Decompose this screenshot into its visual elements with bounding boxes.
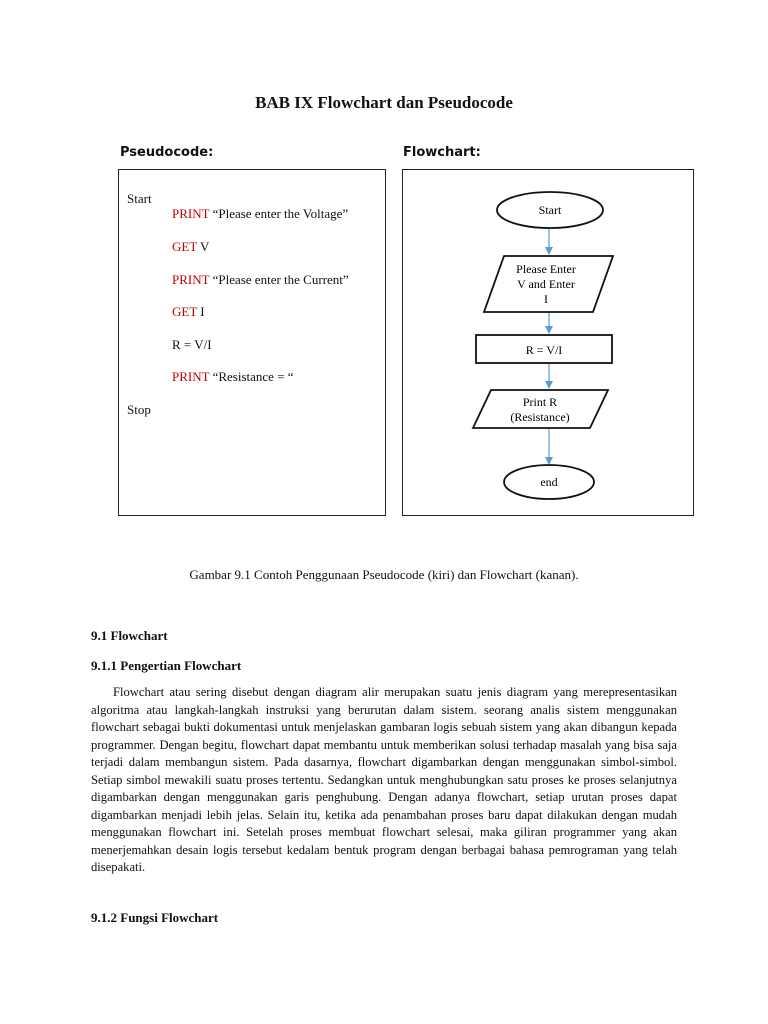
body-paragraph: Flowchart atau sering disebut dengan diagram alir merupakan suatu jenis diagram yang merepresentasikan algoritma atau langkah-langkah instruksi yang berurutan dalam sistem. seorang analis sistem menggunakan flowchart sebagai bukti dokumentasi untuk menjelaskan gambaran logis sebuah sistem yang akan dibangun kepada programmer. Dengan begitu, flowchart dapat membantu untuk memberikan solusi terhadap masalah yang bisa saja terjadi dalam membangun sistem. Pada dasarnya, flowchart digambarkan dengan menggunakan simbol-simbol. Setiap simbol mewakili suatu proses tertentu. Sedangkan untuk menghubungkan satu proses ke proses selanjutnya digambarkan dengan menggunakan garis penghubung. Dengan adanya flowchart, setiap urutan proses dapat digambarkan menjadi lebih jelas. Selain itu, ketika ada penambahan proses baru dapat dilakukan dengan mudah menggunakan flowchart ini. Setelah proses membuat flowchart selesai, maka giliran programmer yang akan menerjemahkan desain logis tersebut kedalam bentuk program dengan berbagai bahasa pemrograman yang telah disepakati. xyxy=(91,685,677,874)
flowchart-output-line: (Resistance) xyxy=(510,410,570,424)
pseudocode-keyword: GET xyxy=(172,239,198,254)
pseudocode-text: “Resistance = “ xyxy=(209,369,294,384)
section-heading-9-1: 9.1 Flowchart xyxy=(91,628,168,643)
pseudocode-text: “Please enter the Voltage” xyxy=(209,206,349,221)
flowchart-process-label: R = V/I xyxy=(525,343,563,357)
flowchart-end-label: end xyxy=(540,475,558,489)
section-heading-9-1-1: 9.1.1 Pengertian Flowchart xyxy=(91,658,242,673)
pseudocode-text: I xyxy=(197,304,205,319)
pseudocode-line xyxy=(172,369,294,385)
pseudocode-line xyxy=(172,304,205,320)
flowchart-diagram xyxy=(403,170,693,515)
section-heading-9-1-2: 9.1.2 Fungsi Flowchart xyxy=(91,910,219,925)
flowchart-label: Flowchart: xyxy=(403,145,481,160)
page-title: BAB IX Flowchart dan Pseudocode xyxy=(255,93,513,112)
flowchart-input-line: V and Enter xyxy=(517,277,575,291)
flowchart-output-line: Print R xyxy=(522,395,558,409)
pseudocode-text: V xyxy=(197,239,210,254)
pseudocode-line xyxy=(172,239,209,255)
figure-caption: Gambar 9.1 Contoh Penggunaan Pseudocode (kiri) dan Flowchart (kanan). xyxy=(189,567,579,582)
flowchart-input-line: I xyxy=(544,292,548,306)
pseudocode-keyword: PRINT xyxy=(172,206,210,221)
pseudocode-text: “Please enter the Current” xyxy=(209,272,349,287)
pseudocode-line xyxy=(172,337,212,353)
pseudocode-keyword: PRINT xyxy=(172,369,210,384)
flowchart-input-line: Please Enter xyxy=(516,262,576,276)
pseudocode-text: R = V/I xyxy=(172,337,212,352)
pseudocode-stop: Stop xyxy=(127,402,151,417)
pseudocode-panel xyxy=(118,169,386,516)
pseudocode-line xyxy=(172,206,348,222)
pseudocode-line xyxy=(172,272,349,288)
pseudocode-label: Pseudocode: xyxy=(120,145,214,160)
flowchart-start-label: Start xyxy=(538,203,562,217)
pseudocode-start: Start xyxy=(127,191,152,206)
flowchart-panel xyxy=(402,169,694,516)
pseudocode-keyword: PRINT xyxy=(172,272,210,287)
pseudocode-keyword: GET xyxy=(172,304,198,319)
